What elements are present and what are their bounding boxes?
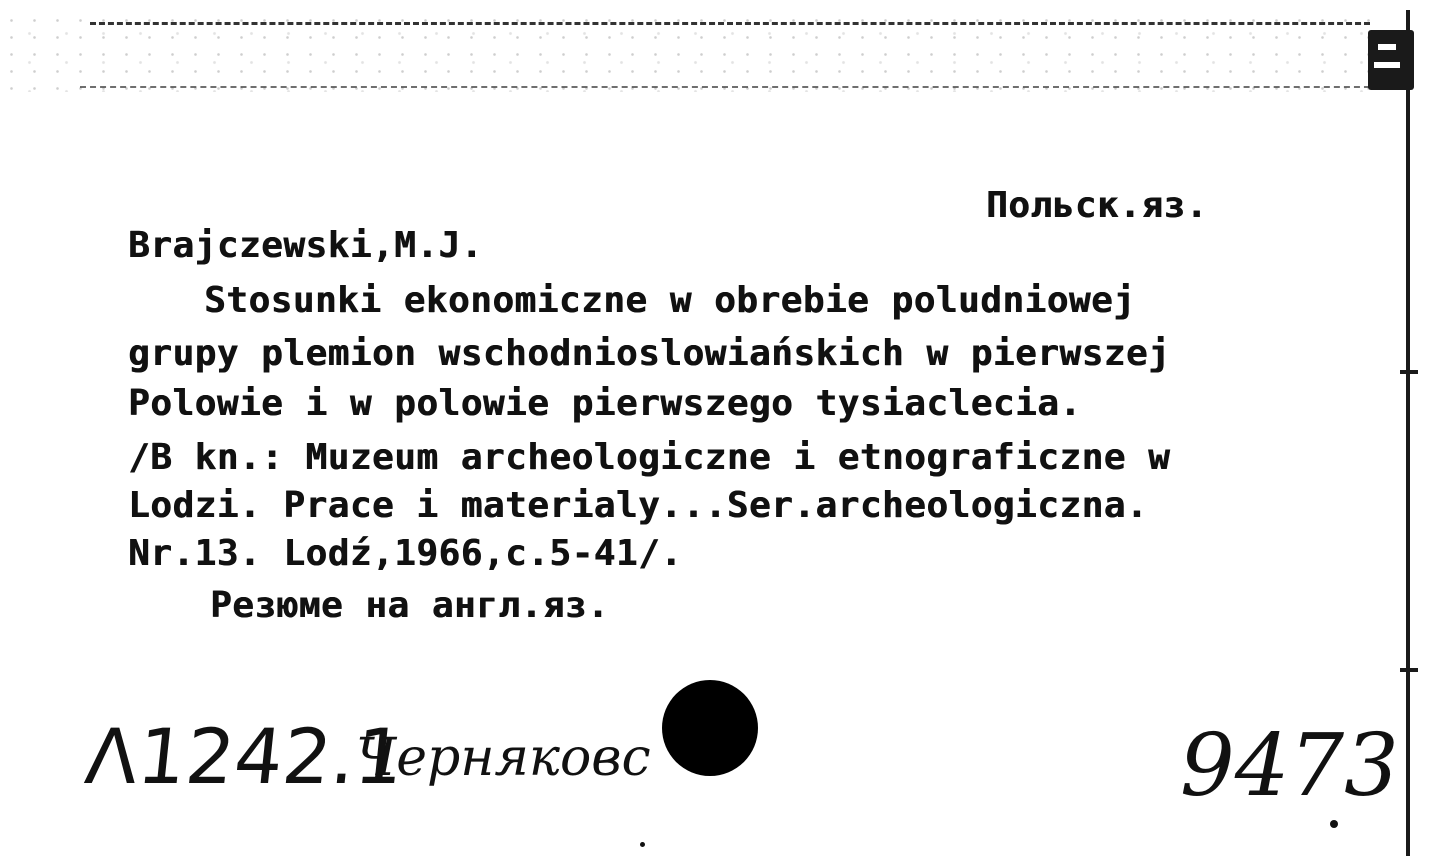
title-line: grupy plemion wschodnioslowiańskich w pierwszej [128, 333, 1171, 374]
source-line: /B kn.: Muzeum archeologiczne i etnograficzne w [128, 437, 1171, 478]
handwritten-inventory-number: 9473 [1180, 716, 1399, 816]
corner-tab-gap-2 [1374, 62, 1400, 68]
edge-tick [1400, 370, 1418, 374]
handwritten-name: Черняковс [356, 728, 651, 788]
title-line: Stosunki ekonomiczne w obrebie poludniowej [204, 280, 1136, 321]
edge-tick [1400, 668, 1418, 672]
handwritten-shelf-number: Λ1242.1 [81, 712, 409, 801]
corner-tab-gap [1378, 44, 1396, 50]
summary-note: Резюме на англ.яз. [210, 585, 610, 626]
punch-hole [662, 680, 758, 776]
top-dotted-line [90, 22, 1370, 25]
card-right-edge [1406, 10, 1410, 856]
category-label: Польск.яз. [986, 185, 1208, 226]
upper-dotted-line [80, 86, 1380, 88]
corner-tab-mark [1368, 30, 1414, 90]
title-line: Polowie i w polowie pierwszego tysiaclecia. [128, 383, 1082, 424]
scan-speck [1330, 820, 1338, 828]
scan-speck [640, 842, 645, 847]
author-name: Brajczewski,M.J. [128, 225, 483, 266]
source-line: Nr.13. Lodź,1966,c.5-41/. [128, 533, 683, 574]
source-line: Lodzi. Prace i materialy...Ser.archeologiczna. [128, 485, 1148, 526]
